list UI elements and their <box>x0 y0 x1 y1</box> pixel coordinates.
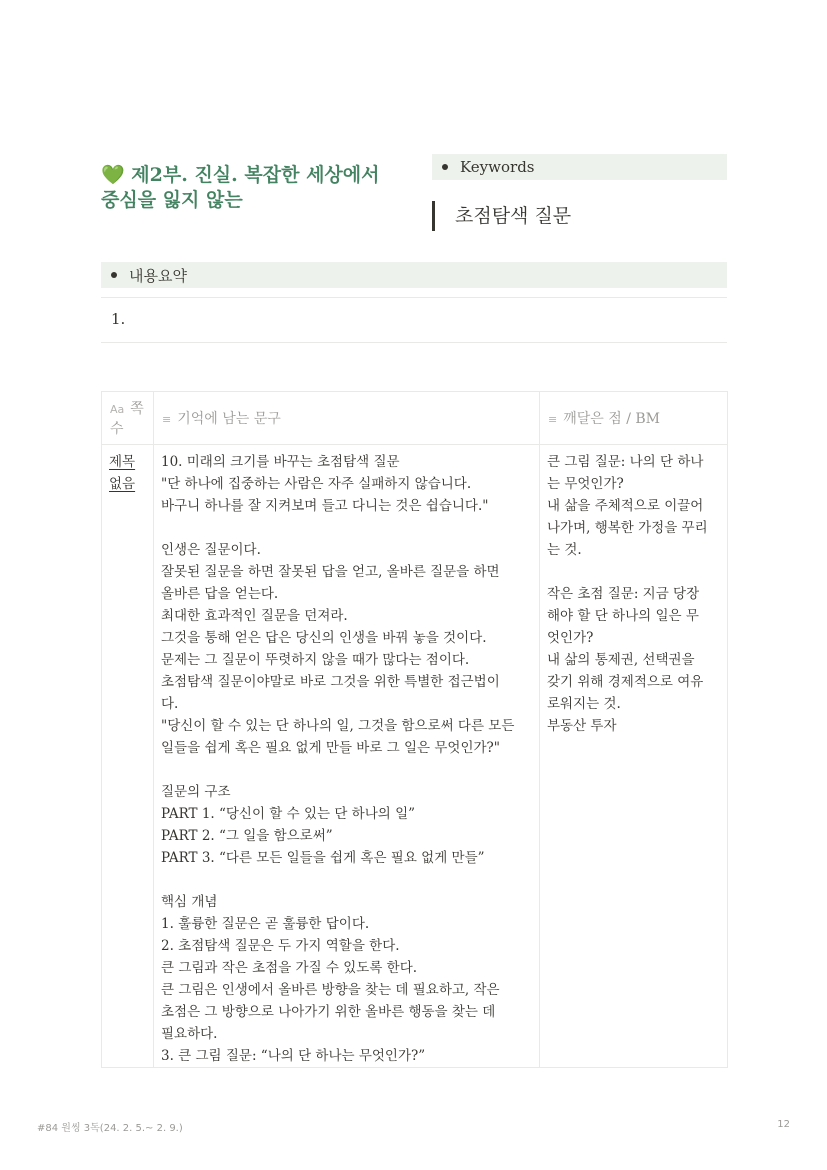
footer-doc-title: #84 원씽 3독(24. 2. 5.~ 2. 9.) <box>37 1123 183 1134</box>
memorable-text <box>161 451 532 1067</box>
text-line <box>547 561 720 583</box>
reading-notes-table <box>101 391 728 1068</box>
keywords-toggle[interactable] <box>432 154 727 180</box>
text-line: 는 것. <box>547 542 582 558</box>
keywords-quote <box>432 201 571 231</box>
bullet-icon <box>442 164 448 170</box>
text-line: 올바른 답을 얻는다. <box>161 586 279 602</box>
table-header-row <box>102 392 728 445</box>
cell-insights[interactable] <box>540 445 728 1068</box>
text-line: 초점은 그 방향으로 나아가기 위한 올바른 행동을 찾는 데 <box>161 1004 496 1020</box>
text-line: 내 삶을 주체적으로 이끌어 <box>547 498 704 514</box>
text-line: PART 2. “그 일을 함으로써” <box>161 828 333 844</box>
text-line: 해야 할 단 하나의 일은 무 <box>547 608 699 624</box>
text-line: 10. 미래의 크기를 바꾸는 초점탐색 질문 <box>161 454 400 470</box>
text-line: 3. 큰 그림 질문: “나의 단 하나는 무엇인가?” <box>161 1048 426 1064</box>
column-header-insights[interactable] <box>540 392 728 445</box>
text-type-icon: Aa <box>110 403 125 416</box>
divider <box>101 297 727 298</box>
text-line: 핵심 개념 <box>161 894 218 910</box>
text-line: 잘못된 질문을 하면 잘못된 답을 얻고, 올바른 질문을 하면 <box>161 564 500 580</box>
text-line: 작은 초점 질문: 지금 당장 <box>547 586 700 602</box>
text-line: 그것을 통해 얻은 답은 당신의 인생을 바꿔 놓을 것이다. <box>161 630 487 646</box>
text-line: 내 삶의 통제권, 선택권을 <box>547 652 695 668</box>
footer-page-number: 12 <box>777 1119 790 1130</box>
text-line: 2. 초점탐색 질문은 두 가지 역할을 한다. <box>161 938 400 954</box>
column-header-label: 기억에 남는 문구 <box>177 411 281 427</box>
summary-label: 내용요약 <box>129 266 187 285</box>
text-line: 로워지는 것. <box>547 696 621 712</box>
text-line: 큰 그림과 작은 초점을 가질 수 있도록 한다. <box>161 960 418 976</box>
text-line: 는 무엇인가? <box>547 476 624 492</box>
text-line <box>161 759 532 781</box>
green-heart-icon: 💚 <box>101 164 125 186</box>
text-line: 다. <box>161 696 179 712</box>
text-line: 갖기 위해 경제적으로 여유 <box>547 674 704 690</box>
text-line: 초점탐색 질문이야말로 바로 그것을 위한 특별한 접근법이 <box>161 674 500 690</box>
text-line: 일들을 쉽게 혹은 필요 없게 만들 바로 그 일은 무엇인가?" <box>161 740 500 756</box>
text-line: 최대한 효과적인 질문을 던져라. <box>161 608 348 624</box>
text-line: 나가며, 행복한 가정을 꾸리 <box>547 520 708 536</box>
divider <box>101 342 727 343</box>
text-line <box>161 869 532 891</box>
text-line: "당신이 할 수 있는 단 하나의 일, 그것을 함으로써 다른 모든 <box>161 718 515 734</box>
text-line: PART 3. “다른 모든 일들을 쉽게 혹은 필요 없게 만들” <box>161 850 485 866</box>
page-title <box>101 163 401 213</box>
summary-toggle[interactable] <box>101 262 727 288</box>
text-line: 큰 그림은 인생에서 올바른 방향을 찾는 데 필요하고, 작은 <box>161 982 500 998</box>
column-header-page[interactable] <box>102 392 154 445</box>
text-line: 문제는 그 질문이 뚜렷하지 않을 때가 많다는 점이다. <box>161 652 470 668</box>
page-title-text: 제2부. 진실. 복잡한 세상에서 중심을 잃지 않는 <box>101 164 380 211</box>
text-line: 1. 훌륭한 질문은 곧 훌륭한 답이다. <box>161 916 370 932</box>
text-line: 질문의 구조 <box>161 784 231 800</box>
text-line: 엇인가? <box>547 630 594 646</box>
table-row <box>102 445 728 1068</box>
lines-icon: ≡ <box>548 413 558 426</box>
text-line: 부동산 투자 <box>547 718 617 734</box>
text-line: 바구니 하나를 잘 지켜보며 들고 다니는 것은 쉽습니다." <box>161 498 489 514</box>
numbered-list-item[interactable]: 1. <box>111 310 126 328</box>
column-header-label: 쪽수 <box>110 401 144 437</box>
cell-page[interactable] <box>102 445 154 1068</box>
column-header-memorable[interactable] <box>154 392 540 445</box>
cell-memorable[interactable] <box>154 445 540 1068</box>
text-line: 인생은 질문이다. <box>161 542 261 558</box>
text-line: "단 하나에 집중하는 사람은 자주 실패하지 않습니다. <box>161 476 472 492</box>
text-line: 필요하다. <box>161 1026 218 1042</box>
text-line: PART 1. “당신이 할 수 있는 단 하나의 일” <box>161 806 416 822</box>
text-line: 큰 그림 질문: 나의 단 하나 <box>547 454 704 470</box>
row-title-link[interactable]: 제목 없음 <box>109 454 136 492</box>
keywords-quote-text: 초점탐색 질문 <box>455 205 572 227</box>
text-line <box>161 517 532 539</box>
keywords-label: Keywords <box>460 158 535 176</box>
column-header-label: 깨달은 점 / BM <box>563 411 661 427</box>
insights-text <box>547 451 720 737</box>
bullet-icon <box>111 272 117 278</box>
lines-icon: ≡ <box>162 413 172 426</box>
